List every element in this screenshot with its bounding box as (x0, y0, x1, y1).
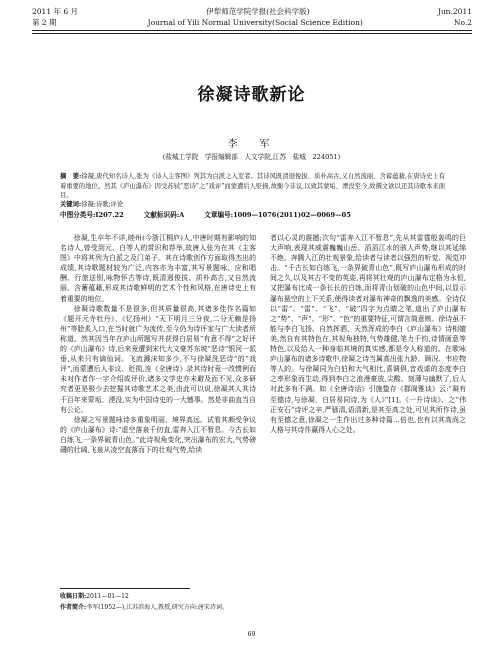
header-journal-en: Journal of Yili Normal University(Social Science Edition) (147, 18, 363, 27)
abstract-text: 徐凝,唐代知名诗人,张为《诗人主客图》列其为白派之入室者。其诗风既清迥俊拔、质朴高古,又自然流丽、含蓄蕴藉,在唐诗史上有着重要的地位。然其《庐山瀑布》因受苏轼“恶诗”之“戏评”而蒙遭后人贬损,故衡今非议,以致其蒙垢、湮没至今,故撰文欲以还其诗歌本来面目。 (60, 173, 445, 200)
header-journal-cn: 伊犁师范学院学报(社会科学版) (206, 7, 310, 16)
abstract (60, 172, 445, 201)
clc-number: 中图分类号:I207.22 (60, 211, 124, 219)
keywords-label: 关键词: (60, 201, 82, 208)
paragraph: 徐凝,生卒年不详,睦州(今浙江桐庐)人,中唐时期有影响的知名诗人,曾受到元、白等人的赏识和荐举,故唐人张为在其《主客图》中将其列为白派之及门弟子。其在诗歌创作方面取得杰出的成绩,其诗歌题材较为广泛,内容亦为丰富,其写景题咏、应和唱酬、行旅送别,咏物怀古等诗,既清迥俊拔、质朴高古,又自然流丽、含蓄蕴藉,形成其诗歌鲜明的艺术个性和风格,在唐诗史上有着重要的地位。 (60, 234, 256, 303)
body-column-left (60, 233, 256, 455)
received-label: 收稿日期: (60, 593, 87, 600)
header-date-en: Jun.2011 (437, 7, 472, 16)
header-rule (32, 30, 472, 31)
author-affiliation: (盐城工学院 学报编辑部 人文学院,江苏 盐城 224051) (162, 153, 341, 161)
article-number: 文章编号:1009—1076(2011)02—0069—05 (204, 211, 351, 219)
journal-header (32, 6, 472, 42)
document-code: 文献标识码:A (143, 211, 185, 219)
article-author: 李 军 (227, 139, 276, 150)
header-issue-en: No.2 (453, 18, 472, 27)
received-value: 2011—01—12 (86, 593, 129, 600)
keywords (60, 200, 445, 210)
author-bio (60, 603, 460, 612)
body-column-right (270, 233, 466, 435)
header-date: 2011 年 6 月 (32, 7, 79, 16)
author-bio-text: 李军(1952—),江苏滨海人,教授,研究方向:唐宋诗词。 (86, 604, 228, 611)
article-title: 徐凝诗歌新论 (197, 85, 306, 105)
received-date (60, 592, 460, 601)
paragraph: 徐凝之写景题咏诗多重象明丽、境界高远。试看其颇受争议的《庐山瀑布》诗:“虚空落泉千仞直,雷奔入江不暂息。今古长如白练飞,一条界破青山色。”此诗视角变化,突出瀑布的宏大,气势磅礴的壮阔,飞泉从凌空直落而下的壮观气势,给读 (60, 415, 256, 454)
classification-line (60, 210, 460, 220)
footnote-rule (60, 588, 190, 589)
keywords-text: 徐凝;诗歌;评论 (81, 201, 124, 208)
author-bio-label: 作者简介: (60, 604, 87, 611)
header-rule-thin (32, 33, 472, 34)
paragraph: 者以心灵的震撼;次句“雷奔入江不暂息”,先从其雷霆般轰鸣的巨大声响,表现其威震巍巍山岳、滔滔江水的骇人声势,继以其延绵不绝、奔腾入江的壮观景象,给读者与读者以强烈的听觉、视觉冲击。“千古长如白练飞,一条界破青山色”,既写庐山瀑布形成的时间之久,以及其古不变的英姿,再将其壮观的庐山瀑布定格为永恒,又把瀑布比成一条长长的白练,而将青山划破的山色中间,以显示瀑布悬空的上下关系,使得读者对瀑布神奇的飘逸的美感。全诗仅以“雷”、“雷”、“飞”、“破”四字为点睛之笔,道出了庐山瀑布之“势”、“声”、“形”、“色”的重要特征,可谓言简意赅。徐诗虽不能与李白飞扬、自然挥洒、天然浑成的李白《庐山瀑布》诗相媲美,然自有其特色在,其视角独特,气势雄健,笔力千钧,诗情画意等特色,以及给人一种身临其境的真实感,都是令人称道的。在歌咏庐山瀑布的诸多诗歌中,徐凝之诗当属高出张九龄、顾况、韦应物等人的。与徐凝同为白伯和大气相比,喜调俱,音戏谑的态度李白之率形象而生动,得到李白之浪漫豪放,尖酸、刻薄与幽默了,后人对此多有不满。如《全唐诗话》引施蛰存《郡阁雅谈》云:“凝有至德诗,与徐凝、白居易同诗,为《人》”[1]。《一升诗谈》、之“伟正安石”诗评之辛,严骚清,语清新,是其至高之处,可见其所作诗,虽有至德之意,徐凝之一生作出过多种诗篇…倍也,也有以其高尚之人格与其诗作赢得人心之处。 (270, 234, 466, 434)
header-issue: 第 2 期 (32, 18, 57, 27)
page-number: 69 (247, 631, 256, 638)
abstract-label: 摘 要: (60, 173, 82, 180)
paragraph: 徐凝诗歌数量不是很多,但其质量很高,其诸多佳作名篇如《题开元寺牡丹》、《忆扬州》“天下明月三分夜,二分无赖是扬州”等脍炙人口,在当时就广为流传,至今仍为诗评家与广大读者所称道。然其因当年在庐山所题写并获得白居易“有意不得”之好评的《庐山瀑布》诗,后来竟遭到宋代大文豪苏东坡“恶诗”银河一派垂,从来只有谪仙词。飞流溅沫知多少,不与徐凝洗恶诗”的“戏评”,而蒙遭后人非议、贬损,连《全唐诗》录其诗时竟一改惯例而未对作者作一字介绍或评价,诸多文学史亦未避及而不见,众多研究者更是极少去挖掘其诗歌艺术之美,由此可以说,徐凝其人其诗千百年来蒙垢、湮没,实为中国诗史的一大憾事。然是非曲直当自有公论。 (60, 304, 256, 414)
